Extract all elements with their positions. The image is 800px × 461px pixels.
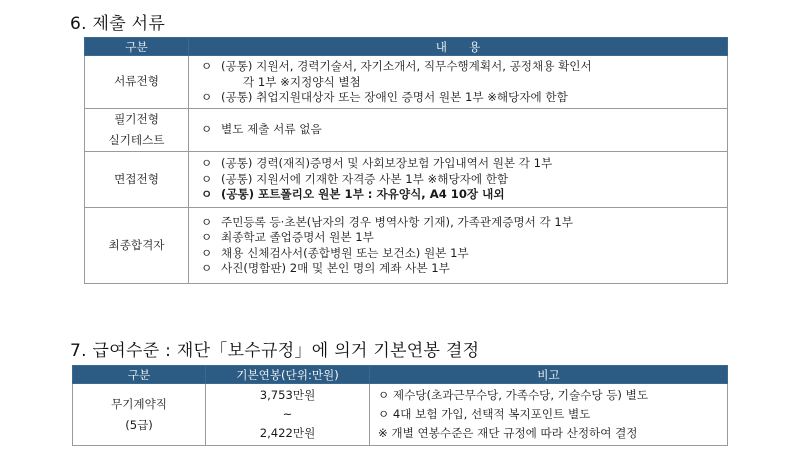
bullet-marker: ㅇ [201,245,213,260]
salary-min: 2,422만원 [259,426,316,440]
list-item-text: (공통) 경력(재직)증명서 및 사회보장보험 가입내역서 원본 각 1부 [221,156,553,171]
category-cell [73,384,206,446]
list-item [201,172,727,188]
category-cell [85,207,189,283]
category-line: 무기계약직 [111,396,167,411]
list-item [201,59,727,75]
content-cell [189,151,728,207]
category-line: 필기전형 [114,111,159,126]
list-item-text: 주민등록 등·초본(남자의 경우 병역사항 기재), 가족관계증명서 각 1부 [221,214,573,229]
list-item-text: (공통) 포트폴리오 원본 1부 : 자유양식, A4 10장 내외 [221,187,505,202]
list-item-text: 채용 신체검사서(종합병원 또는 보건소) 원본 1부 [221,245,469,260]
list-item-text: (공통) 지원서, 경력기술서, 자기소개서, 직무수행계획서, 공정채용 확인서 [221,59,592,73]
list-item-text: 각 1부 ※지정양식 별첨 [243,74,361,89]
salary-cell [206,384,370,446]
category-cell [85,108,189,151]
header-remarks: 비고 [370,366,728,384]
category-cell [85,151,189,207]
list-item [201,75,727,91]
category-line: 서류전형 [114,74,159,89]
remark-line: ㅇ 제수당(초과근무수당, 가족수당, 기술수당 등) 별도 [378,388,649,402]
list-item [201,230,727,246]
bullet-marker: ㅇ [201,214,213,229]
list-item-text: (공통) 지원서에 기재한 자격증 사본 1부 ※해당자에 한함 [221,171,509,186]
documents-table-header [85,38,728,56]
remark-line: ㅇ 4대 보험 가입, 선택적 복지포인트 별도 [378,407,591,421]
category-line: 최종합격자 [108,237,165,252]
bullet-marker: ㅇ [201,261,213,275]
list-item [201,122,727,138]
list-item [201,156,727,172]
bullet-marker: ㅇ [201,171,213,186]
list-item-text: 사진(명함판) 2매 및 본인 명의 계좌 사본 1부 [221,261,450,275]
remark-line: ※ 개별 연봉수준은 재단 규정에 따라 산정하여 결정 [378,426,638,440]
header-category: 구분 [85,38,189,56]
list-item [201,246,727,262]
documents-table [84,37,728,284]
bullet-marker: ㅇ [201,156,213,171]
list-item [201,261,727,277]
content-cell [189,207,728,283]
table-row [85,56,728,109]
bullet-marker: ㅇ [201,122,213,137]
list-item [201,215,727,231]
remarks-cell [370,384,728,446]
bullet-marker: ㅇ [201,230,213,244]
content-cell [189,108,728,151]
header-base-salary: 기본연봉(단위:만원) [206,366,370,384]
header-content: 내 용 [189,38,728,56]
salary-range-separator: ~ [282,407,293,421]
table-row [85,151,728,207]
table-row [73,384,728,446]
list-item-text: 최종학교 졸업증명서 원본 1부 [221,230,374,244]
content-cell [189,56,728,109]
salary-table-header [73,366,728,384]
bullet-marker: ㅇ [201,90,213,104]
list-item [201,90,727,106]
header-category: 구분 [73,366,206,384]
salary-max: 3,753만원 [259,388,316,402]
category-line: 면접전형 [114,171,159,186]
section7-title: 7. 급여수준 : 재단「보수규정」에 의거 기본연봉 결정 [70,341,480,361]
section6-title: 6. 제출 서류 [70,14,166,34]
list-item [201,187,727,203]
list-item-text: (공통) 취업지원대상자 또는 장애인 증명서 원본 1부 ※해당자에 한함 [221,90,568,104]
salary-table [72,365,728,446]
bullet-marker: ㅇ [201,187,213,202]
category-cell [85,56,189,109]
category-line: 실기테스트 [108,132,165,147]
category-line: (5급) [125,417,153,432]
table-row [85,207,728,283]
table-row [85,108,728,151]
list-item-text: 별도 제출 서류 없음 [221,122,322,137]
bullet-marker: ㅇ [201,59,213,73]
